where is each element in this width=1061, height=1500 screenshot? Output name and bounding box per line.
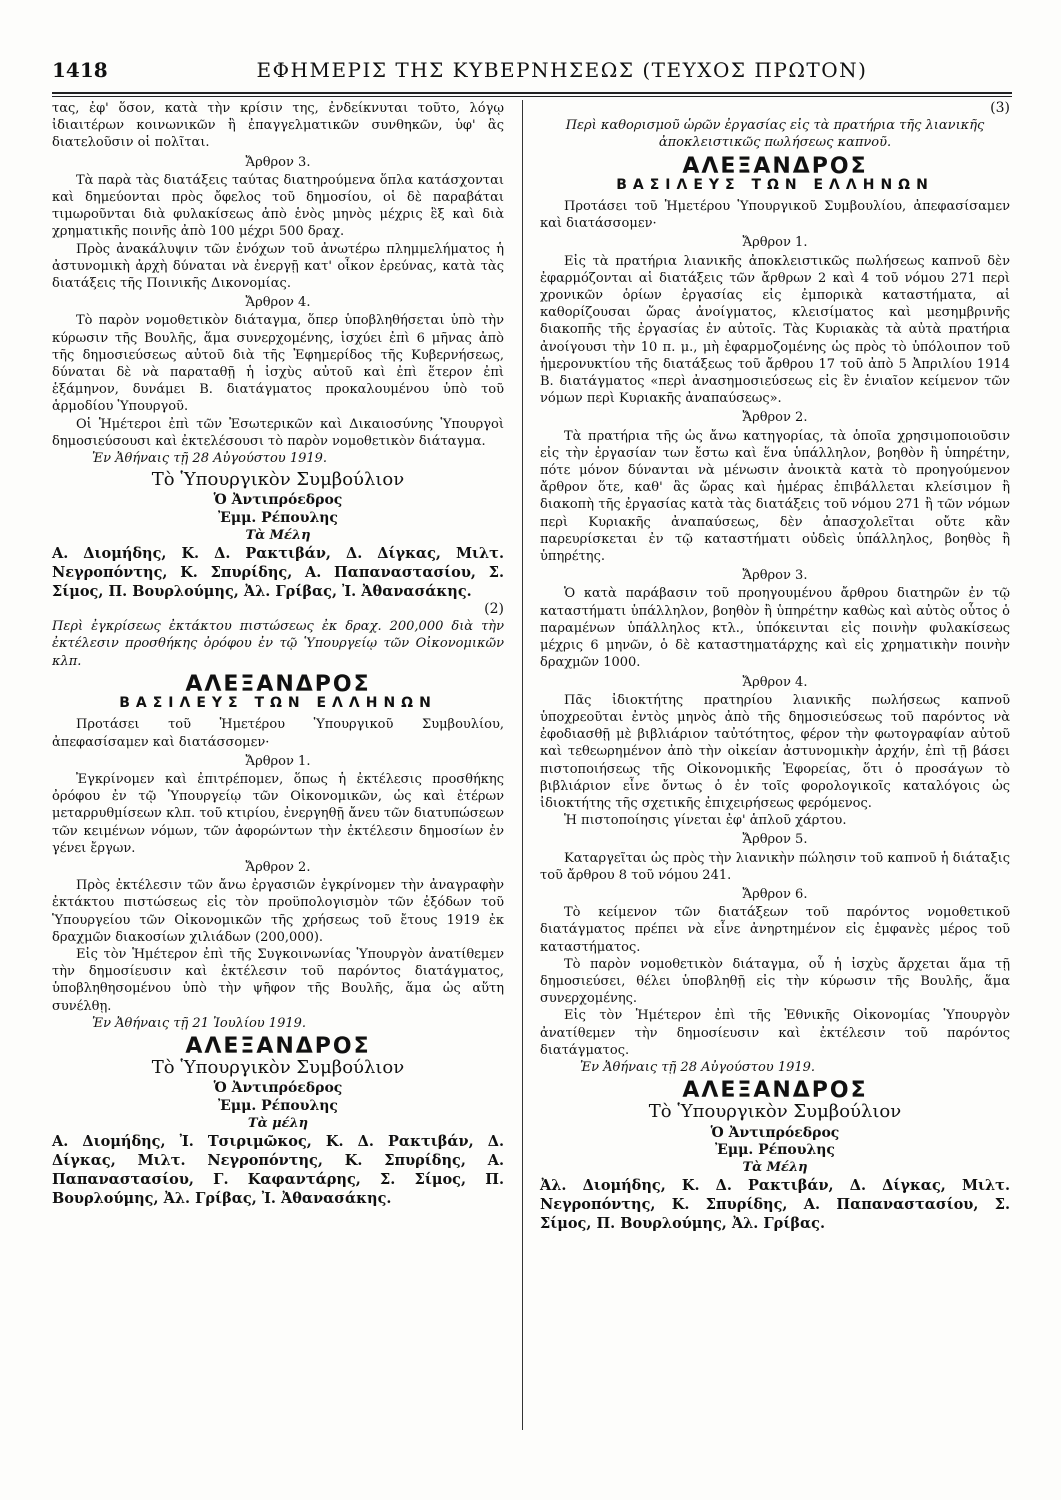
- article-heading: Ἄρθρον 4.: [742, 674, 808, 690]
- left-column: [52, 100, 504, 1208]
- article-heading: Ἄρθρον 2.: [245, 859, 311, 875]
- page-header: [52, 50, 1012, 90]
- column-divider: [522, 100, 523, 1430]
- running-title: ΕΦΗΜΕΡΙΣ ΤΗΣ ΚΥΒΕΡΝΗΣΕΩΣ (ΤΕΥΧΟΣ ΠΡΩΤΟΝ): [256, 58, 868, 82]
- vice-president-name: Ἐμμ. Ρέπουλης: [218, 509, 338, 526]
- king-title: ΒΑΣΙΛΕΥΣ ΤΩΝ ΕΛΛΗΝΩΝ: [616, 176, 934, 193]
- paragraph: Τὰ πρατήρια τῆς ὡς ἄνω κατηγορίας, τὰ ὁποῖα χρησιμοποιοῦσιν εἰς τὴν ἐργασίαν των ἔστω καὶ ἕνα ὑπάλληλον, βοηθὸν ἢ ὑπηρέτην, πότε μόνον δύνανται νὰ μένωσιν ἀνοικτὰ κατὰ τὸ προηγούμενον ἄρθρον ὅτε, καθ' ἃς ὥρας καὶ ἡμέρας ἐπιβάλλεται κλείσιμον ἢ διακοπὴ τῆς ἐργασίας κατὰ τὰς διατάξεις τοῦ νόμου 271 ἢ τῶν νόμων περὶ Κυριακῆς ἀναπαύσεως, δὲν ἀπασχολεῖται οὔτε κἂν παρευρίσκεται ἐν τῷ καταστήματι οὐδεὶς ὑπάλληλος, βοηθὸς ἢ ὑπηρέτης.: [540, 428, 1010, 565]
- decree-title: Περὶ ἐγκρίσεως ἐκτάκτου πιστώσεως ἐκ δραχ. 200,000 διὰ τὴν ἐκτέλεσιν προσθήκης ὀρόφου ἐν τῷ Ὑπουργείῳ τῶν Οἰκονομικῶν κλπ.: [52, 619, 504, 669]
- members-label: Τὰ Μέλη: [245, 527, 311, 543]
- decree-number: (2): [484, 601, 504, 618]
- paragraph: Πρὸς ἐκτέλεσιν τῶν ἄνω ἐργασιῶν ἐγκρίνομεν τὴν ἀναγραφὴν ἐκτάκτου πιστώσεως εἰς τὸν προϋπολογισμὸν τῶν ἐξόδων τοῦ Ὑπουργείου τῶν Οἰκονομικῶν τῆς χρήσεως τοῦ ἔτους 1919 ἐκ δραχμῶν διακοσίων χιλιάδων (200,000).: [52, 878, 504, 945]
- paragraph: Τὰ παρὰ τὰς διατάξεις ταύτας διατηρούμενα ὅπλα κατάσχονται καὶ δημεύονται πρὸς ὄφελος τοῦ δημοσίου, οἱ δὲ παραβάται τιμωροῦνται διὰ φυλακίσεως ἀπὸ ἑνὸς μηνὸς μέχρις ἓξ καὶ διὰ χρηματικῆς ποινῆς ἀπὸ 100 μέχρι 500 δραχ.: [52, 172, 504, 240]
- paragraph: Εἰς τὸν Ἡμέτερον ἐπὶ τῆς Ἐθνικῆς Οἰκονομίας Ὑπουργὸν ἀνατίθεμεν τὴν δημοσίευσιν καὶ ἐκτέλεσιν τοῦ παρόντος διατάγματος.: [540, 1008, 1010, 1058]
- king-name: ΑΛΕΞΑΝΔΡΟΣ: [682, 153, 868, 179]
- king-name: ΑΛΕΞΑΝΔΡΟΣ: [185, 671, 371, 697]
- decree-date: Ἐν Ἀθήναις τῇ 28 Αὐγούστου 1919.: [92, 451, 328, 467]
- decree-title: Περὶ καθορισμοῦ ὡρῶν ἐργασίας εἰς τὰ πρατήρια τῆς λιανικῆς ἀποκλειστικῶς πωλήσεως καπνοῦ.: [565, 118, 985, 151]
- article-heading: Ἄρθρον 1.: [742, 235, 808, 251]
- article-heading: Ἄρθρον 3.: [742, 568, 808, 584]
- vice-president-name: Ἐμμ. Ρέπουλης: [715, 1141, 835, 1158]
- header-rule: [52, 92, 1012, 97]
- vice-president-title: Ὁ Ἀντιπρόεδρος: [213, 1080, 343, 1097]
- paragraph: τας, ἐφ' ὅσον, κατὰ τὴν κρίσιν της, ἐνδείκνυται τοῦτο, λόγῳ ἰδιαιτέρων κοινωνικῶν ἢ ἐπαγγελματικῶν συνθηκῶν, ὑφ' ἃς διατελοῦσιν οἱ πολῖται.: [52, 101, 504, 151]
- paragraph: Τὸ παρὸν νομοθετικὸν διάταγμα, οὗ ἡ ἰσχὺς ἄρχεται ἅμα τῇ δημοσιεύσει, θέλει ὑποβληθῇ εἰς τὴν κύρωσιν τῆς Βουλῆς, ἅμα συνερχομένης.: [540, 956, 1010, 1007]
- paragraph: Προτάσει τοῦ Ἡμετέρου Ὑπουργικοῦ Συμβουλίου, ἀπεφασίσαμεν καὶ διατάσσομεν·: [540, 199, 1010, 232]
- paragraph: Τὸ κείμενον τῶν διατάξεων τοῦ παρόντος νομοθετικοῦ διατάγματος πρέπει νὰ εἶνε ἀνηρτημένον εἰς ἐμφανὲς μέρος τοῦ καταστήματος.: [540, 905, 1010, 955]
- members-label: Τὰ μέλη: [247, 1115, 309, 1131]
- vice-president-title: Ὁ Ἀντιπρόεδρος: [710, 1124, 840, 1141]
- paragraph: Ἐγκρίνομεν καὶ ἐπιτρέπομεν, ὅπως ἡ ἐκτέλεσις προσθήκης ὀρόφου ἐν τῷ Ὑπουργείῳ τῶν Οἰκονομικῶν, ὡς καὶ ἑτέρων μεταρρυθμίσεων κλπ. τοῦ κτιρίου, ἐνεργηθῇ ἄνευ τῶν διατυπώσεων τῶν κειμένων νόμων, τῶν ἀφορώντων τὴν ἐκτέλεσιν δημοσίων ἐν γένει ἔργων.: [52, 771, 504, 856]
- vice-president-title: Ὁ Ἀντιπρόεδρος: [213, 492, 343, 509]
- paragraph: Ἡ πιστοποίησις γίνεται ἐφ' ἁπλοῦ χάρτου.: [564, 813, 847, 829]
- king-name: ΑΛΕΞΑΝΔΡΟΣ: [185, 1033, 371, 1059]
- paragraph: Καταργεῖται ὡς πρὸς τὴν λιανικὴν πώλησιν τοῦ καπνοῦ ἡ διάταξις τοῦ ἄρθρου 8 τοῦ νόμου 241.: [540, 850, 1010, 883]
- article-heading: Ἄρθρον 5.: [742, 832, 808, 848]
- king-name: ΑΛΕΞΑΝΔΡΟΣ: [682, 1078, 868, 1104]
- members-list: Α. Διομήδης, Ἰ. Τσιριμῶκος, Κ. Δ. Ρακτιβάν, Δ. Δίγκας, Μιλτ. Νεγροπόντης, Κ. Σπυρίδης, Α. Παπαναστασίου, Γ. Καφαντάρης, Σ. Σίμος, Π. Βουρλούμης, Ἀλ. Γρίβας, Ἰ. Ἀθανασάκης.: [52, 1132, 504, 1207]
- paragraph: Οἱ Ἡμέτεροι ἐπὶ τῶν Ἐσωτερικῶν καὶ Δικαιοσύνης Ὑπουργοὶ δημοσιεύσουσι καὶ ἐκτελέσουσι τὸ παρὸν νομοθετικὸν διάταγμα.: [52, 416, 504, 449]
- article-heading: Ἄρθρον 3.: [245, 154, 311, 170]
- members-list: Ἀλ. Διομήδης, Κ. Δ. Ρακτιβάν, Δ. Δίγκας, Μιλτ. Νεγροπόντης, Κ. Σπυρίδης, Α. Παπαναστασίου, Σ. Σίμος, Π. Βουρλούμης, Ἀλ. Γρίβας.: [540, 1177, 1010, 1233]
- decree-number: (3): [990, 100, 1010, 116]
- paragraph: Ὁ κατὰ παράβασιν τοῦ προηγουμένου ἄρθρου διατηρῶν ἐν τῷ καταστήματι ὑπάλληλον, βοηθὸν ἢ ὑπηρέτην καθὼς καὶ αὐτὸς οὗτος ὁ παραμένων ὑπάλληλος κτλ., ὑπόκεινται εἰς ποινὴν φυλακίσεως μέχρις 6 μηνῶν, ὁ δὲ καταστηματάρχης καὶ εἰς χρηματικὴν ποινὴν δραχμῶν 1000.: [540, 586, 1010, 671]
- decree-date: Ἐν Ἀθήναις τῇ 28 Αὐγούστου 1919.: [580, 1059, 816, 1075]
- members-label: Τὰ Μέλη: [742, 1159, 808, 1175]
- article-heading: Ἄρθρον 1.: [245, 753, 311, 769]
- page-number: 1418: [52, 58, 108, 82]
- article-heading: Ἄρθρον 4.: [245, 295, 311, 311]
- council-heading: Τὸ Ὑπουργικὸν Συμβούλιον: [151, 1057, 405, 1079]
- paragraph: Πρὸς ἀνακάλυψιν τῶν ἐνόχων τοῦ ἀνωτέρω πλημμελήματος ἡ ἀστυνομικὴ ἀρχὴ δύναται νὰ ἐνεργῇ κατ' οἶκον ἐρεύνας, κατὰ τὰς διατάξεις τῆς Ποινικῆς Δικονομίας.: [52, 241, 504, 292]
- council-heading: Τὸ Ὑπουργικὸν Συμβούλιον: [151, 469, 405, 491]
- decree-date: Ἐν Ἀθήναις τῇ 21 Ἰουλίου 1919.: [92, 1015, 307, 1031]
- paragraph: Εἰς τὰ πρατήρια λιανικῆς ἀποκλειστικῶς πωλήσεως καπνοῦ δὲν ἐφαρμόζονται αἱ διατάξεις τῶν ἄρθρων 2 καὶ 4 τοῦ νόμου 271 περὶ χρονικῶν ὁρίων ἐργασίας εἰς ἐμπορικὰ καταστήματα, αἱ καθορίζουσαι ὥρας ἀνοίγματος, κλεισίματος καὶ μεσημβρινῆς διακοπῆς τῆς ἐργασίας ἐν αὐτοῖς. Τὰς Κυριακὰς τὰ αὐτὰ πρατήρια ἀνοίγουσι τὴν 10 π. μ., μὴ ἐφαρμοζομένης ὡς πρὸς τὸ ὑπόλοιπον τοῦ ἡμερονυκτίου τῆς διατάξεως τοῦ ἄρθρου 17 τοῦ ἀπὸ 5 Ἀπριλίου 1914 Β. διατάγματος «περὶ ἀνασημοσιεύσεως εἰς ἓν ἑνιαῖον κείμενον τῶν νόμων περὶ Κυριακῆς ἀναπαύσεως».: [540, 253, 1010, 407]
- members-list: Α. Διομήδης, Κ. Δ. Ρακτιβάν, Δ. Δίγκας, Μιλτ. Νεγροπόντης, Κ. Σπυρίδης, Α. Παπαναστασίου, Σ. Σίμος, Π. Βουρλούμης, Ἀλ. Γρίβας, Ἰ. Ἀθανασάκης.: [52, 545, 504, 601]
- article-heading: Ἄρθρον 2.: [742, 410, 808, 426]
- paragraph: Τὸ παρὸν νομοθετικὸν διάταγμα, ὅπερ ὑποβληθήσεται ὑπὸ τὴν κύρωσιν τῆς Βουλῆς, ἅμα συνερχομένης, ἰσχύει ἐπὶ 6 μῆνας ἀπὸ τῆς δημοσιεύσεως αὐτοῦ διὰ τῆς Ἐφημερίδος τῆς Κυβερνήσεως, δύναται δὲ νὰ παραταθῇ ἡ ἰσχὺς αὐτοῦ καὶ ἐπὶ ἕτερον ἐπὶ ἑξάμηνον, δυνάμει Β. διατάγματος προκαλουμένου ὑπὸ τοῦ ἁρμοδίου Ὑπουργοῦ.: [52, 313, 504, 415]
- paragraph: Προτάσει τοῦ Ἡμετέρου Ὑπουργικοῦ Συμβουλίου, ἀπεφασίσαμεν καὶ διατάσσομεν·: [52, 717, 504, 750]
- article-heading: Ἄρθρον 6.: [742, 886, 808, 902]
- right-column: [540, 100, 1010, 1233]
- king-title: ΒΑΣΙΛΕΥΣ ΤΩΝ ΕΛΛΗΝΩΝ: [119, 695, 437, 712]
- paragraph: Εἰς τὸν Ἡμέτερον ἐπὶ τῆς Συγκοινωνίας Ὑπουργὸν ἀνατίθεμεν τὴν δημοσίευσιν καὶ ἐκτέλεσιν τοῦ παρόντος διατάγματος, ὑποβληθησομένου ὑπὸ τὴν ψῆφον τῆς Βουλῆς, ἅμα ὡς αὕτη συνέλθῃ.: [52, 946, 504, 1014]
- vice-president-name: Ἐμμ. Ρέπουλης: [218, 1097, 338, 1114]
- council-heading: Τὸ Ὑπουργικὸν Συμβούλιον: [648, 1101, 902, 1123]
- paragraph: Πᾶς ἰδιοκτήτης πρατηρίου λιανικῆς πωλήσεως καπνοῦ ὑποχρεοῦται ἐντὸς μηνὸς ἀπὸ τῆς δημοσιεύσεως τοῦ παρόντος νὰ ἐφοδιασθῇ μὲ βιβλιάριον ταὐτότητος, φέρον τὴν φωτογραφίαν αὐτοῦ καὶ τεθεωρημένον ἀπὸ τὴν οἰκείαν ἀστυνομικὴν ἀρχήν, ἐπὶ τῇ βάσει πιστοποιήσεως τῆς Οἰκονομικῆς Ἐφορείας, ὅτι ὁ προσάγων τὸ βιβλιάριον εἶνε ὄντως ὁ ἐν τοῖς φορολογικοῖς καταλόγοις ὡς ἰδιοκτήτης τῆς σχετικῆς ἐπιχειρήσεως φερόμενος.: [540, 692, 1010, 811]
